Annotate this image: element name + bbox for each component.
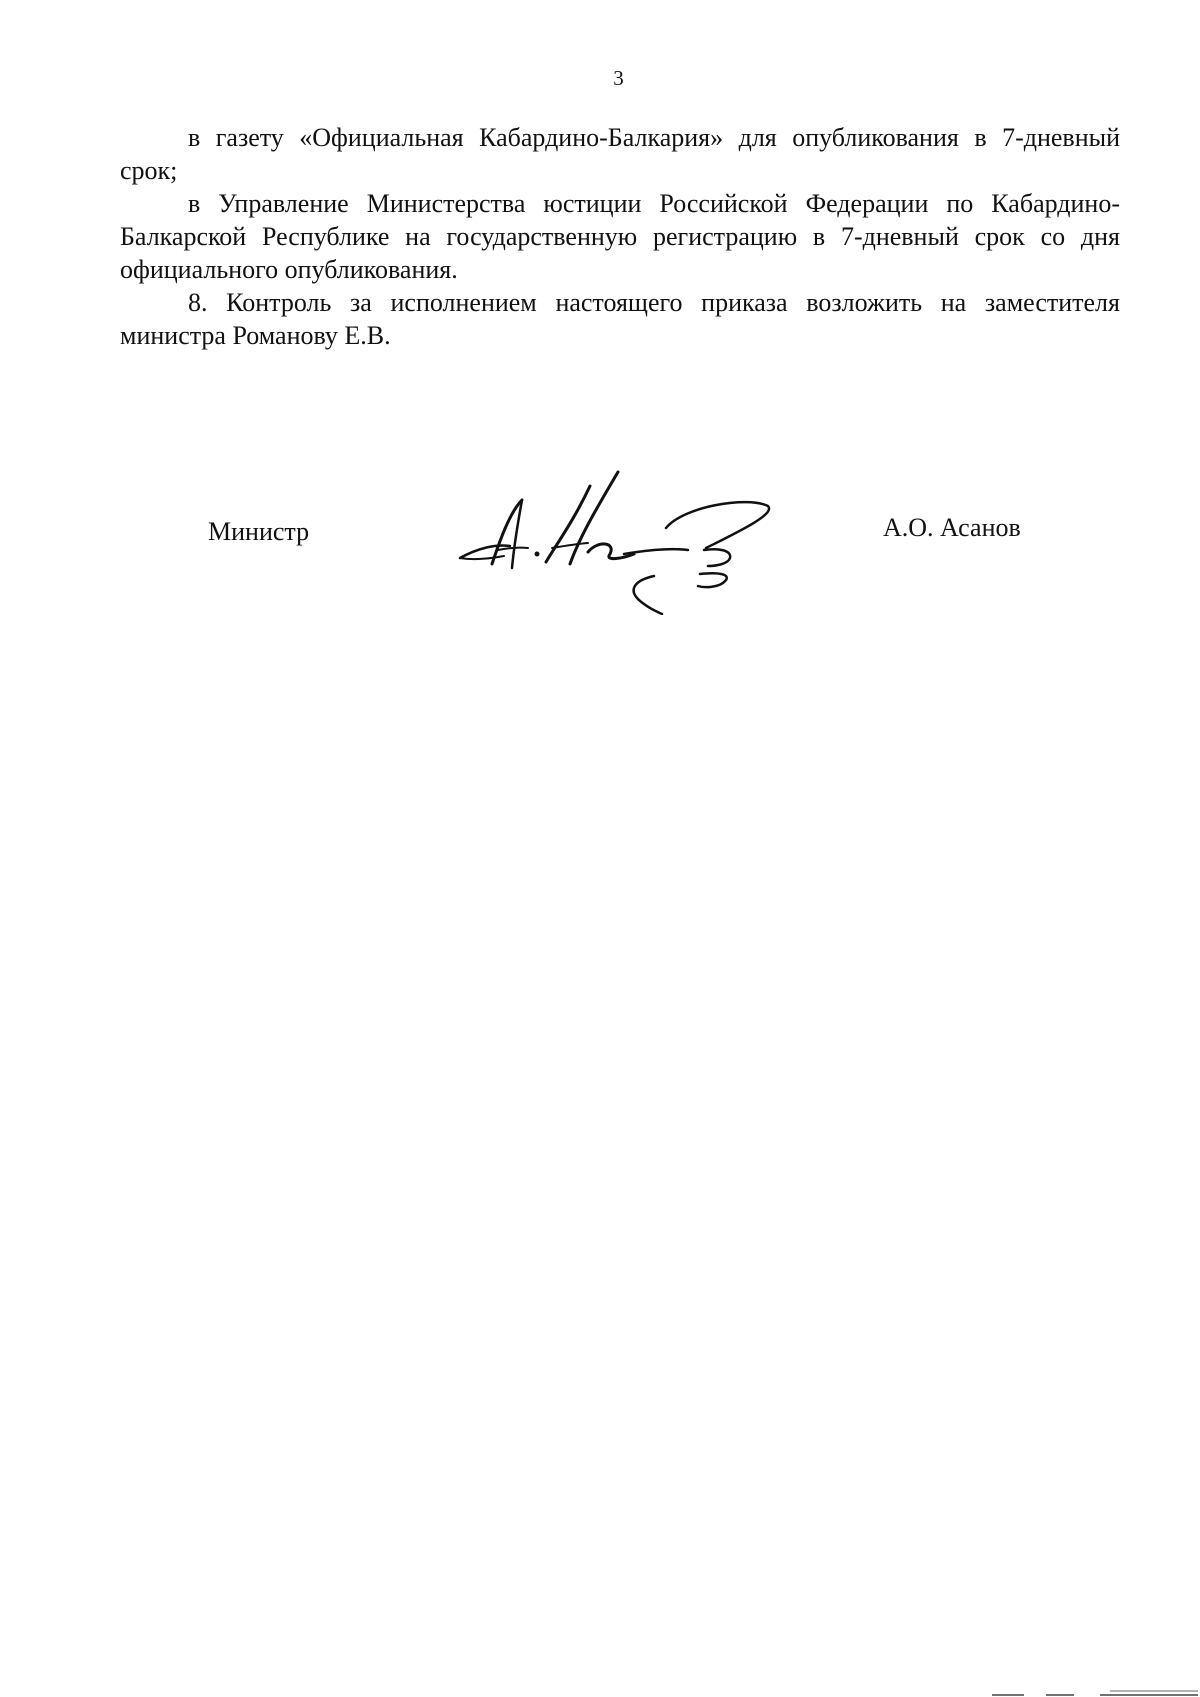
paragraph-ministry-justice: в Управление Министерства юстиции Российской Федерации по Кабардино-Балкарской Республике на государственную регистрацию в 7-дневный срок со дня официального опубликования. [120, 189, 1120, 284]
signatory-position: Министр [208, 517, 310, 546]
signature-block [0, 470, 1200, 620]
paragraph-newspaper: в газету «Официальная Кабардино-Балкария» для опубликования в 7-дневный срок; [120, 123, 1120, 185]
paragraph-control: 8. Контроль за исполнением настоящего приказа возложить на заместителя министра Романову Е.В. [120, 288, 1120, 350]
page-number: 3 [613, 66, 624, 90]
document-body [120, 121, 1120, 352]
signatory-name: А.О. Асанов [883, 513, 1021, 542]
handwritten-signature [448, 470, 788, 615]
footer-rule-marks [990, 1689, 1200, 1697]
